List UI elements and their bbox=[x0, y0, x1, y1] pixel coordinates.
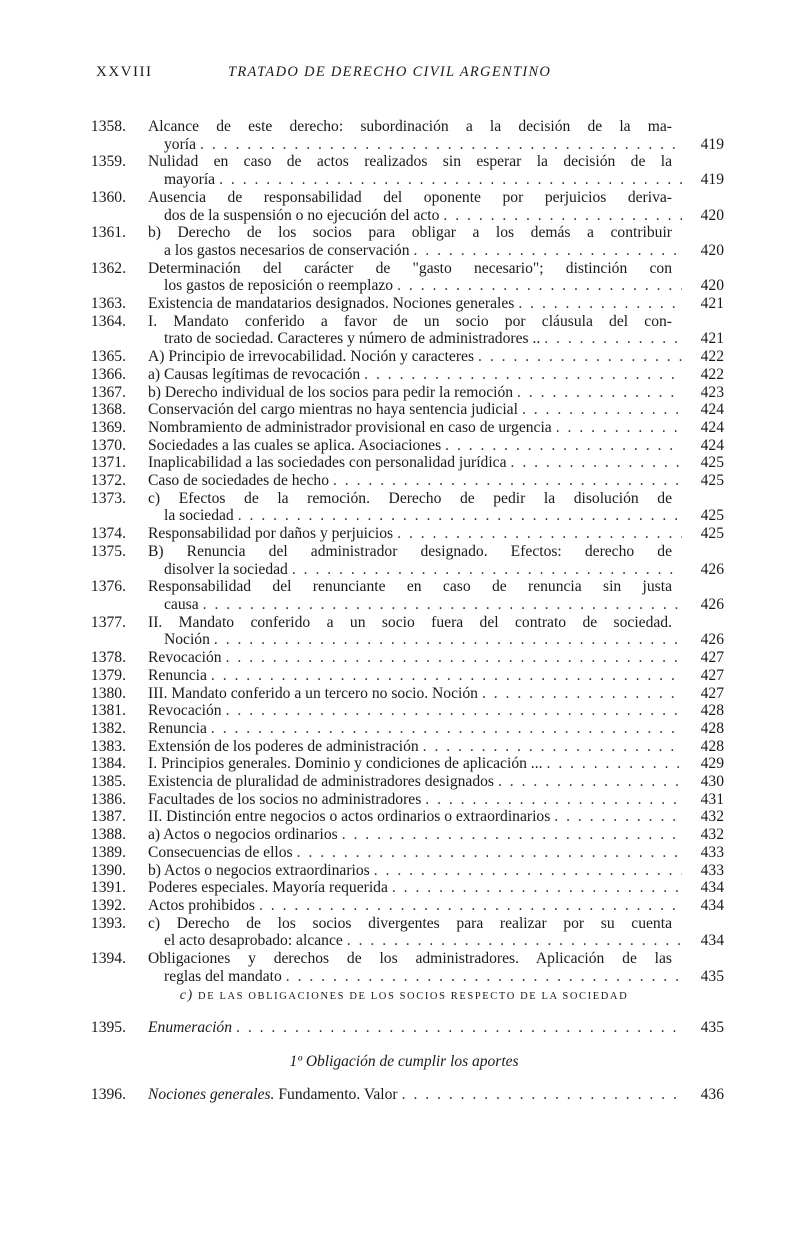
entry-number: 1383. bbox=[90, 737, 126, 755]
toc-entry bbox=[84, 295, 724, 313]
entry-number: 1387. bbox=[90, 808, 126, 826]
entry-title-line1: b) Derecho de los socios para obligar a los demás a contribuir bbox=[148, 224, 672, 242]
leader-dots bbox=[214, 631, 682, 649]
entry-page: 432 bbox=[700, 826, 724, 844]
entry-number: 1393. bbox=[90, 914, 126, 932]
entry-number: 1358. bbox=[90, 118, 126, 135]
entry-title-line1: Nulidad en caso de actos realizados sin esperar la decisión de la bbox=[148, 153, 672, 171]
entry-page: 425 bbox=[700, 507, 724, 525]
entry-number: 1374. bbox=[90, 525, 126, 543]
entry-title-line2: dos de la suspensión o no ejecución del acto bbox=[164, 206, 440, 224]
entry-page: 428 bbox=[700, 702, 724, 720]
leader-dots bbox=[374, 862, 682, 880]
entry-title bbox=[148, 1086, 398, 1104]
toc-entry bbox=[84, 313, 724, 348]
leader-dots bbox=[423, 738, 682, 756]
entry-page: 434 bbox=[700, 896, 724, 914]
leader-dots bbox=[200, 136, 682, 154]
entry-page: 420 bbox=[700, 206, 724, 224]
entry-title: Sociedades a las cuales se aplica. Asociaciones bbox=[148, 436, 442, 454]
toc-entry bbox=[84, 950, 724, 985]
entry-page: 434 bbox=[700, 932, 724, 950]
toc-entry bbox=[84, 826, 724, 844]
entry-page: 422 bbox=[700, 365, 724, 383]
toc-entry bbox=[84, 685, 724, 703]
entry-page: 427 bbox=[700, 649, 724, 667]
leader-dots bbox=[342, 826, 682, 844]
section-title: DE LAS OBLIGACIONES DE LOS SOCIOS RESPECTO DE LA SOCIEDAD bbox=[198, 991, 629, 1002]
entry-title: Existencia de pluralidad de administradores designados bbox=[148, 773, 494, 791]
entry-number: 1378. bbox=[90, 649, 126, 667]
entry-page: 432 bbox=[700, 808, 724, 826]
toc-entry bbox=[84, 578, 724, 613]
toc-entry bbox=[84, 614, 724, 649]
leader-dots bbox=[211, 720, 682, 738]
leader-dots bbox=[414, 242, 682, 260]
leader-dots bbox=[219, 171, 682, 189]
book-title: TRATADO DE DERECHO CIVIL ARGENTINO bbox=[228, 64, 552, 80]
leader-dots bbox=[445, 437, 682, 455]
entry-title-line1: c) Derecho de los socios divergentes para realizar por su cuenta bbox=[148, 914, 672, 932]
entry-page: 426 bbox=[700, 631, 724, 649]
leader-dots bbox=[333, 472, 682, 490]
leader-dots bbox=[226, 702, 682, 720]
entry-title: Consecuencias de ellos bbox=[148, 843, 293, 861]
leader-dots bbox=[402, 1086, 682, 1104]
entry-number: 1371. bbox=[90, 454, 126, 472]
table-of-contents bbox=[84, 118, 724, 985]
entry-title-line2: trato de sociedad. Caracteres y número de administradores .. bbox=[164, 330, 541, 348]
section-heading bbox=[84, 988, 724, 1004]
toc-entry bbox=[84, 260, 724, 295]
entry-page: 423 bbox=[700, 383, 724, 401]
entry-title: Renuncia bbox=[148, 666, 207, 684]
entry-title: Actos prohibidos bbox=[148, 896, 255, 914]
entry-title: Inaplicabilidad a las sociedades con personalidad jurídica bbox=[148, 454, 507, 472]
leader-dots bbox=[297, 844, 682, 862]
entry-page: 420 bbox=[700, 241, 724, 259]
entry-title-line1: I. Mandato conferido a favor de un socio por cláusula del con- bbox=[148, 312, 672, 330]
entry-title: Nombramiento de administrador provisional en caso de urgencia bbox=[148, 418, 552, 436]
entry-number: 1370. bbox=[90, 436, 126, 454]
leader-dots bbox=[425, 791, 682, 809]
leader-dots bbox=[364, 366, 682, 384]
entry-title: b) Derecho individual de los socios para pedir la remoción bbox=[148, 383, 514, 401]
running-head bbox=[96, 64, 716, 86]
entry-page: 433 bbox=[700, 843, 724, 861]
entry-page: 421 bbox=[700, 330, 724, 348]
entry-page: 420 bbox=[700, 277, 724, 295]
entry-number: 1375. bbox=[90, 542, 126, 560]
entry-number: 1379. bbox=[90, 666, 126, 684]
toc-entry bbox=[84, 755, 724, 773]
entry-title: A) Principio de irrevocabilidad. Noción y caracteres bbox=[148, 348, 475, 366]
toc-entry bbox=[84, 879, 724, 897]
toc-entry bbox=[84, 419, 724, 437]
entry-page: 425 bbox=[700, 472, 724, 490]
toc-entry bbox=[84, 224, 724, 259]
entry-number: 1361. bbox=[90, 224, 126, 242]
entry-title: Extensión de los poderes de administración bbox=[148, 737, 419, 755]
entry-page: 425 bbox=[700, 525, 724, 543]
toc-entry bbox=[84, 153, 724, 188]
page-folio: XXVIII bbox=[96, 64, 153, 80]
entry-number: 1380. bbox=[90, 684, 126, 702]
leader-dots bbox=[238, 507, 682, 525]
entry-number: 1360. bbox=[90, 188, 126, 206]
entry-title: Responsabilidad por daños y perjuicios bbox=[148, 525, 394, 543]
leader-dots bbox=[478, 348, 682, 366]
entry-title-line1: c) Efectos de la remoción. Derecho de pedir la disolución de bbox=[148, 489, 672, 507]
toc-entry bbox=[84, 773, 724, 791]
entry-title-line2: los gastos de reposición o reemplazo bbox=[164, 277, 394, 295]
entry-title: Renuncia bbox=[148, 719, 207, 737]
toc-entry bbox=[84, 472, 724, 490]
entry-number: 1377. bbox=[90, 613, 126, 631]
toc-entry-1396 bbox=[84, 1086, 724, 1104]
entry-title: Poderes especiales. Mayoría requerida bbox=[148, 879, 388, 897]
leader-dots bbox=[226, 649, 682, 667]
entry-title-line1: Determinación del carácter de "gasto necesario"; distinción con bbox=[148, 259, 672, 277]
toc-entry bbox=[84, 738, 724, 756]
leader-dots bbox=[236, 1019, 682, 1037]
entry-title-line1: B) Renuncia del administrador designado. Efectos: derecho de bbox=[148, 542, 672, 560]
entry-number: 1382. bbox=[90, 719, 126, 737]
toc-entry bbox=[84, 720, 724, 738]
toc-entry-1395 bbox=[84, 1019, 724, 1037]
entry-page: 429 bbox=[700, 755, 724, 773]
entry-number: 1366. bbox=[90, 365, 126, 383]
entry-number: 1373. bbox=[90, 489, 126, 507]
leader-dots bbox=[556, 419, 682, 437]
toc-entry bbox=[84, 437, 724, 455]
entry-title: Caso de sociedades de hecho bbox=[148, 472, 329, 490]
entry-number: 1389. bbox=[90, 843, 126, 861]
toc-entry bbox=[84, 454, 724, 472]
toc-entry bbox=[84, 844, 724, 862]
toc-entry bbox=[84, 897, 724, 915]
entry-number: 1392. bbox=[90, 896, 126, 914]
toc-entry bbox=[84, 348, 724, 366]
entry-number: 1395. bbox=[90, 1019, 126, 1036]
entry-number: 1390. bbox=[90, 861, 126, 879]
toc-entry bbox=[84, 401, 724, 419]
toc-entry bbox=[84, 490, 724, 525]
toc-entry bbox=[84, 702, 724, 720]
entry-title: b) Actos o negocios extraordinarios bbox=[148, 861, 370, 879]
entry-title-italic: Nociones generales. bbox=[148, 1086, 275, 1103]
leader-dots bbox=[518, 295, 682, 313]
leader-dots bbox=[443, 207, 682, 225]
subsection-title: 1º Obligación de cumplir los aportes bbox=[289, 1053, 519, 1070]
entry-title: Revocación bbox=[148, 649, 222, 667]
entry-title-line2: la sociedad bbox=[164, 507, 234, 525]
entry-title: I. Principios generales. Dominio y condiciones de aplicación ... bbox=[148, 755, 543, 773]
entry-page: 424 bbox=[700, 418, 724, 436]
entry-page: 419 bbox=[700, 135, 724, 153]
entry-page: 421 bbox=[700, 295, 724, 313]
leader-dots bbox=[482, 685, 682, 703]
entry-title-line2: el acto desaprobado: alcance bbox=[164, 932, 343, 950]
entry-page: 427 bbox=[700, 684, 724, 702]
leader-dots bbox=[392, 879, 682, 897]
section-letter: c) bbox=[179, 988, 194, 1003]
entry-page: 425 bbox=[700, 454, 724, 472]
toc-entry bbox=[84, 808, 724, 826]
entry-number: 1386. bbox=[90, 790, 126, 808]
entry-page: 419 bbox=[700, 171, 724, 189]
leader-dots bbox=[498, 773, 682, 791]
entry-title-line2: mayoría bbox=[164, 171, 216, 189]
entry-page: 422 bbox=[700, 348, 724, 366]
entry-title-line1: II. Mandato conferido a un socio fuera del contrato de sociedad. bbox=[148, 613, 672, 631]
toc-entry bbox=[84, 525, 724, 543]
entry-page: 424 bbox=[700, 436, 724, 454]
toc-entry bbox=[84, 667, 724, 685]
entry-page: 430 bbox=[700, 773, 724, 791]
toc-entry bbox=[84, 862, 724, 880]
toc-entry bbox=[84, 791, 724, 809]
entry-number: 1394. bbox=[90, 950, 126, 968]
entry-page: 435 bbox=[700, 1019, 724, 1036]
entry-page: 433 bbox=[700, 861, 724, 879]
toc-entry bbox=[84, 189, 724, 224]
entry-title: Enumeración bbox=[148, 1019, 233, 1036]
entry-number: 1365. bbox=[90, 348, 126, 366]
leader-dots bbox=[554, 808, 682, 826]
entry-page: 427 bbox=[700, 666, 724, 684]
entry-title: a) Actos o negocios ordinarios bbox=[148, 826, 338, 844]
toc-entry bbox=[84, 118, 724, 153]
entry-title: III. Mandato conferido a un tercero no socio. Noción bbox=[148, 684, 478, 702]
leader-dots bbox=[259, 897, 682, 915]
entry-page: 426 bbox=[700, 560, 724, 578]
entry-title: Conservación del cargo mientras no haya sentencia judicial bbox=[148, 401, 518, 419]
entry-page: 428 bbox=[700, 737, 724, 755]
toc-entry bbox=[84, 366, 724, 384]
entry-page: 428 bbox=[700, 719, 724, 737]
entry-title: Existencia de mandatarios designados. Nociones generales bbox=[148, 295, 515, 313]
entry-number: 1363. bbox=[90, 295, 126, 313]
leader-dots bbox=[397, 525, 682, 543]
entry-number: 1396. bbox=[90, 1086, 126, 1103]
entry-title-line2: yoría bbox=[164, 135, 197, 153]
leader-dots bbox=[292, 561, 682, 579]
leader-dots bbox=[511, 454, 682, 472]
entry-number: 1384. bbox=[90, 755, 126, 773]
entry-number: 1369. bbox=[90, 418, 126, 436]
entry-number: 1385. bbox=[90, 773, 126, 791]
leader-dots bbox=[544, 330, 682, 348]
leader-dots bbox=[203, 596, 682, 614]
entry-title-line1: Alcance de este derecho: subordinación a la decisión de la ma- bbox=[148, 118, 672, 135]
entry-page: 434 bbox=[700, 879, 724, 897]
leader-dots bbox=[211, 667, 682, 685]
entry-page: 424 bbox=[700, 401, 724, 419]
entry-page: 435 bbox=[700, 967, 724, 985]
entry-title: a) Causas legítimas de revocación bbox=[148, 365, 361, 383]
toc-entry bbox=[84, 649, 724, 667]
entry-number: 1381. bbox=[90, 702, 126, 720]
entry-number: 1364. bbox=[90, 312, 126, 330]
toc-entry bbox=[84, 384, 724, 402]
entry-title-line2: causa bbox=[164, 595, 199, 613]
entry-title-line1: Obligaciones y derechos de los administradores. Aplicación de las bbox=[148, 950, 672, 968]
entry-title: Revocación bbox=[148, 702, 222, 720]
entry-number: 1367. bbox=[90, 383, 126, 401]
entry-title-rest: Fundamento. Valor bbox=[278, 1086, 398, 1103]
entry-title-line2: a los gastos necesarios de conservación bbox=[164, 241, 410, 259]
entry-number: 1362. bbox=[90, 259, 126, 277]
toc-entry bbox=[84, 543, 724, 578]
entry-title: II. Distinción entre negocios o actos ordinarios o extraordinarios bbox=[148, 808, 551, 826]
entry-title-line2: disolver la sociedad bbox=[164, 560, 288, 578]
entry-number: 1372. bbox=[90, 472, 126, 490]
entry-number: 1388. bbox=[90, 826, 126, 844]
leader-dots bbox=[517, 384, 682, 402]
entry-page: 426 bbox=[700, 595, 724, 613]
entry-title-line1: Ausencia de responsabilidad del oponente por perjuicios deriva- bbox=[148, 188, 672, 206]
entry-title: Facultades de los socios no administradores bbox=[148, 790, 422, 808]
entry-number: 1391. bbox=[90, 879, 126, 897]
leader-dots bbox=[286, 968, 682, 986]
entry-page: 431 bbox=[700, 790, 724, 808]
toc-entry bbox=[84, 915, 724, 950]
leader-dots bbox=[522, 401, 682, 419]
leader-dots bbox=[347, 932, 682, 950]
entry-page: 436 bbox=[700, 1086, 724, 1103]
entry-number: 1368. bbox=[90, 401, 126, 419]
entry-title-line2: reglas del mandato bbox=[164, 967, 282, 985]
entry-title-line2: Noción bbox=[164, 631, 210, 649]
subsection-heading bbox=[84, 1053, 724, 1071]
entry-number: 1359. bbox=[90, 153, 126, 171]
entry-number: 1376. bbox=[90, 578, 126, 596]
entry-title-line1: Responsabilidad del renunciante en caso de renuncia sin justa bbox=[148, 578, 672, 596]
leader-dots bbox=[397, 277, 682, 295]
leader-dots bbox=[547, 755, 682, 773]
